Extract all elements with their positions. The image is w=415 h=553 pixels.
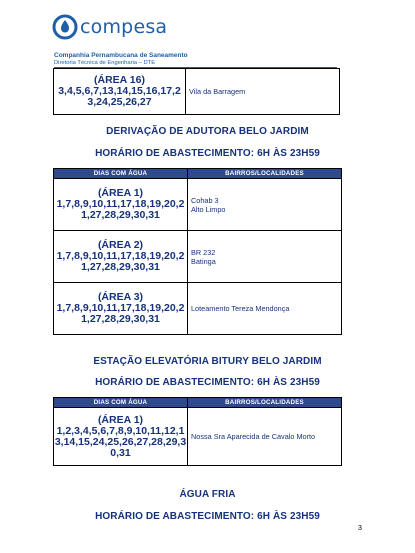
page-number: 3 [358, 525, 362, 532]
section-title: ESTAÇÃO ELEVATÓRIA BITURY BELO JARDIM [93, 356, 322, 367]
area-label: (ÁREA 1) [97, 413, 144, 426]
department-name: Diretoria Técnica de Engenharia – DTE [54, 60, 156, 66]
location-cell [188, 283, 342, 335]
schedule-text: HORÁRIO DE ABASTECIMENTO: 6H ÀS 23H59 [95, 511, 320, 522]
schedule-text: HORÁRIO DE ABASTECIMENTO: 6H ÀS 23H59 [95, 377, 320, 388]
section-title: DERIVAÇÃO DE ADUTORA BELO JARDIM [106, 126, 309, 137]
days-list: 1,7,8,9,10,11,17,18,19,20,21,27,28,29,30,31 [56, 250, 185, 273]
location-cell [188, 231, 342, 283]
table-row [54, 179, 342, 231]
table-header-row [54, 169, 342, 179]
location-name: Vila da Barragem [189, 87, 246, 96]
location-name: Cohab 3 [191, 195, 219, 205]
days-cell [54, 231, 188, 283]
location-name: Nossa Sra Aparecida de Cavalo Morto [191, 432, 316, 441]
location-name: Alto Limpo [191, 204, 226, 214]
days-cell [54, 69, 186, 115]
area-label: (ÁREA 2) [97, 239, 144, 251]
location-cell [188, 179, 342, 231]
col-header-days: DIAS COM ÁGUA [54, 398, 188, 408]
area-label: (ÁREA 16) [94, 74, 145, 86]
col-header-days: DIAS COM ÁGUA [54, 169, 188, 179]
table-row [54, 69, 340, 115]
location-cell [188, 408, 342, 466]
col-header-location: BAIRROS/LOCALIDADES [188, 398, 342, 408]
table-row [54, 283, 342, 335]
water-drop-icon [52, 14, 78, 40]
logo-text: compesa [80, 16, 168, 38]
location-name: Batinga [191, 256, 216, 266]
area-label: (ÁREA 1) [97, 187, 144, 199]
location-name: Loteamento Tereza Mendonça [191, 304, 290, 313]
days-list: 3,4,5,6,7,13,14,15,16,17,23,24,25,26,27 [58, 85, 181, 108]
days-cell [54, 408, 188, 466]
org-name: Companhia Pernambucana de Saneamento [54, 52, 188, 59]
location-cell [186, 69, 340, 115]
section-title: ÁGUA FRIA [179, 489, 236, 500]
days-cell [54, 179, 188, 231]
table-row [54, 231, 342, 283]
schedule-text: HORÁRIO DE ABASTECIMENTO: 6H ÀS 23H59 [95, 148, 320, 159]
days-list: 1,7,8,9,10,11,17,18,19,20,21,27,28,29,30,31 [56, 198, 185, 221]
location-name: BR 232 [191, 247, 216, 257]
days-cell [54, 283, 188, 335]
area-label: (ÁREA 3) [97, 291, 144, 303]
schedule-table-bitury [53, 397, 342, 466]
schedule-table-top [53, 68, 340, 115]
table-header-row [54, 398, 342, 408]
days-list: 1,2,3,4,5,6,7,8,9,10,11,12,13,14,15,24,25,26,27,28,29,30,31 [54, 424, 187, 459]
table-row [54, 408, 342, 466]
days-list: 1,7,8,9,10,11,17,18,19,20,21,27,28,29,30,31 [56, 302, 185, 325]
compesa-logo [52, 14, 167, 40]
schedule-table-derivacao [53, 168, 342, 335]
col-header-location: BAIRROS/LOCALIDADES [188, 169, 342, 179]
